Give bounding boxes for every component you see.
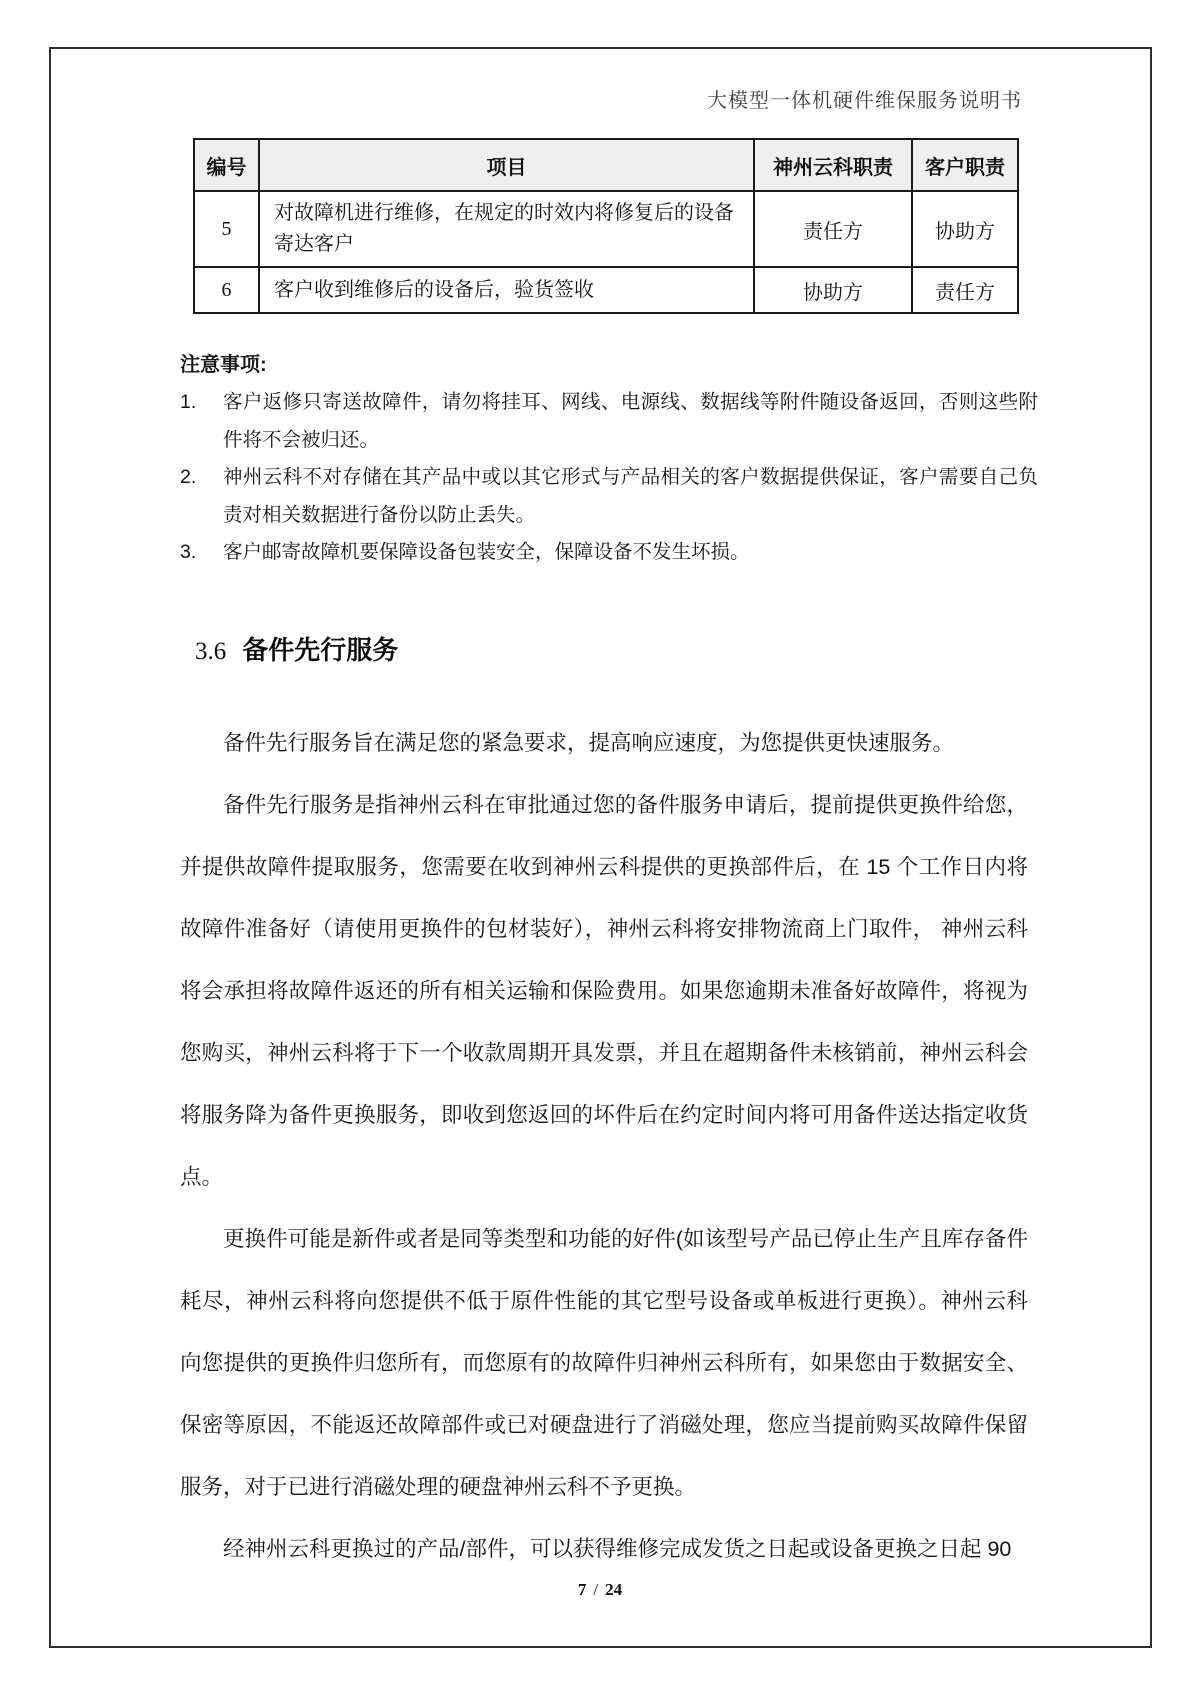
cell-item: 对故障机进行维修，在规定的时效内将修复后的设备寄达客户	[259, 191, 754, 267]
responsibility-table	[193, 138, 1019, 314]
body-paragraph: 备件先行服务旨在满足您的紧急要求，提高响应速度，为您提供更快速服务。	[223, 731, 955, 755]
page-number-total: 24	[605, 1580, 623, 1599]
note-text: 客户返修只寄送故障件，请勿将挂耳、网线、电源线、数据线等附件随设备返回，否则这些附件将不会被归还。	[223, 391, 1038, 451]
table-header-cell-customer-duty: 客户职责	[912, 139, 1018, 191]
cell-item: 客户收到维修后的设备后，验货签收	[259, 267, 754, 313]
note-text: 神州云科不对存储在其产品中或以其它形式与产品相关的客户数据提供保证，客户需要自己负责对相关数据进行备份以防止丢失。	[223, 466, 1038, 526]
page-number-separator: /	[593, 1580, 599, 1599]
document-header-title: 大模型一体机硬件维保服务说明书	[707, 90, 1022, 112]
table-row	[194, 191, 1018, 267]
section-title: 备件先行服务	[242, 635, 399, 665]
notes-section	[180, 346, 1038, 572]
page-footer	[0, 1580, 1200, 1600]
note-text: 客户邮寄故障机要保障设备包装安全，保障设备不发生坏损。	[223, 541, 750, 563]
cell-customer-duty: 责任方	[912, 267, 1018, 313]
body-paragraph: 备件先行服务是指神州云科在审批通过您的备件服务申请后，提前提供更换件给您，并提供故障件提取服务，您需要在收到神州云科提供的更换部件后，在 15 个工作日内将故障件准备好（请使用更换件的包材装好），神州云科将安排物流商上门取件， 神州云科将会承担将故障件返还的所有相关运输和保险费用。如果您逾期未准备好故障件，将视为您购买，神州云科将于下一个收款周期开具发票，并且在超期备件未核销前，神州云科会将服务降为备件更换服务，即收到您返回的坏件后在约定时间内将可用备件送达指定收货点。	[180, 793, 1028, 1189]
body-paragraph: 经神州云科更换过的产品/部件，可以获得维修完成发货之日起或设备更换之日起 90	[223, 1537, 1012, 1561]
table-header-cell-vendor-duty: 神州云科职责	[754, 139, 912, 191]
page-number-current: 7	[577, 1580, 587, 1599]
cell-row-number: 5	[194, 191, 259, 267]
cell-vendor-duty: 协助方	[754, 267, 912, 313]
note-number: 3.	[180, 541, 197, 563]
note-item	[180, 459, 1038, 534]
notes-heading: 注意事项:	[180, 354, 267, 376]
section-heading	[195, 630, 398, 667]
body-paragraph: 更换件可能是新件或者是同等类型和功能的好件(如该型号产品已停止生产且库存备件耗尽，神州云科将向您提供不低于原件性能的其它型号设备或单板进行更换）。神州云科向您提供的更换件归您所有，而您原有的故障件归神州云科所有，如果您由于数据安全、保密等原因，不能返还故障部件或已对硬盘进行了消磁处理，您应当提前购买故障件保留服务，对于已进行消磁处理的硬盘神州云科不予更换。	[180, 1227, 1028, 1499]
table-header-cell-no: 编号	[194, 139, 259, 191]
body-text-block	[180, 712, 1028, 1580]
note-item	[180, 384, 1038, 459]
cell-customer-duty: 协助方	[912, 191, 1018, 267]
note-number: 1.	[180, 391, 197, 413]
cell-row-number: 6	[194, 267, 259, 313]
cell-vendor-duty: 责任方	[754, 191, 912, 267]
table-row	[194, 267, 1018, 313]
note-item	[180, 534, 1038, 572]
table-header-cell-item: 项目	[259, 139, 754, 191]
table-header-row	[194, 139, 1018, 191]
note-number: 2.	[180, 466, 197, 488]
section-number: 3.6	[195, 638, 227, 665]
